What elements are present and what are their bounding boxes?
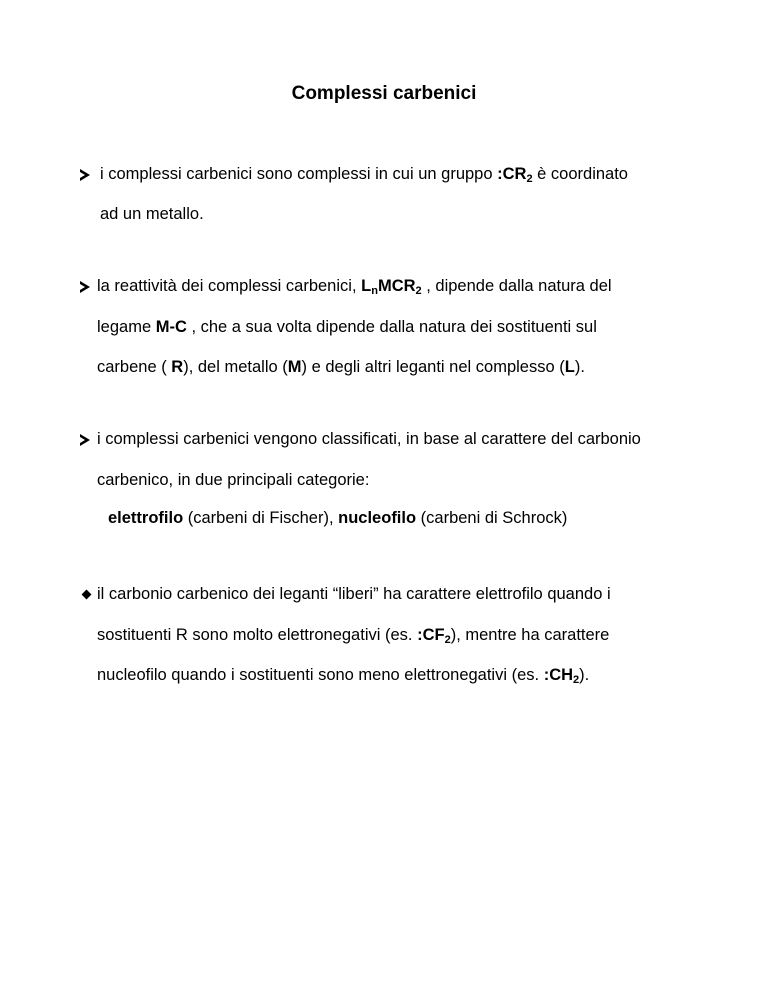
diamond-bullet-icon	[82, 590, 92, 600]
bullet4-line1: il carbonio carbenico dei leganti “liberi” ha carattere elettrofilo quando i	[97, 585, 611, 603]
arrow-bullet-icon	[80, 169, 90, 181]
bullet2-line1: la reattività dei complessi carbenici, $L_nMCR_2$ , dipende dalla natura del	[97, 277, 612, 297]
bullet4-line2: sostituenti R sono molto elettronegativi (es. $:CF_2$), mentre ha carattere	[97, 626, 610, 646]
bullet2-line2: legame M-C , che a sua volta dipende dalla natura dei sostituenti sul	[97, 318, 597, 336]
arrow-bullet-icon	[80, 434, 90, 446]
bullet2-line3: carbene ( R), del metallo (M) e degli altri leganti nel complesso (L).	[97, 358, 585, 376]
page-title: Complessi carbenici	[291, 83, 477, 104]
arrow-bullet-icon	[80, 281, 90, 293]
bullet3-line3: elettrofilo (carbeni di Fischer), nucleofilo (carbeni di Schrock)	[108, 509, 568, 527]
bullet3-line1: i complessi carbenici vengono classificati, in base al carattere del carbonio	[97, 430, 641, 448]
bullet3-line2: carbenico, in due principali categorie:	[97, 471, 370, 489]
bullet1-line1: i complessi carbenici sono complessi in cui un gruppo $:CR_2$ è coordinato	[100, 165, 628, 185]
bullet4-line3: nucleofilo quando i sostituenti sono meno elettronegativi (es. $:CH_2$).	[97, 666, 590, 686]
bullet1-line2: ad un metallo.	[100, 205, 204, 223]
